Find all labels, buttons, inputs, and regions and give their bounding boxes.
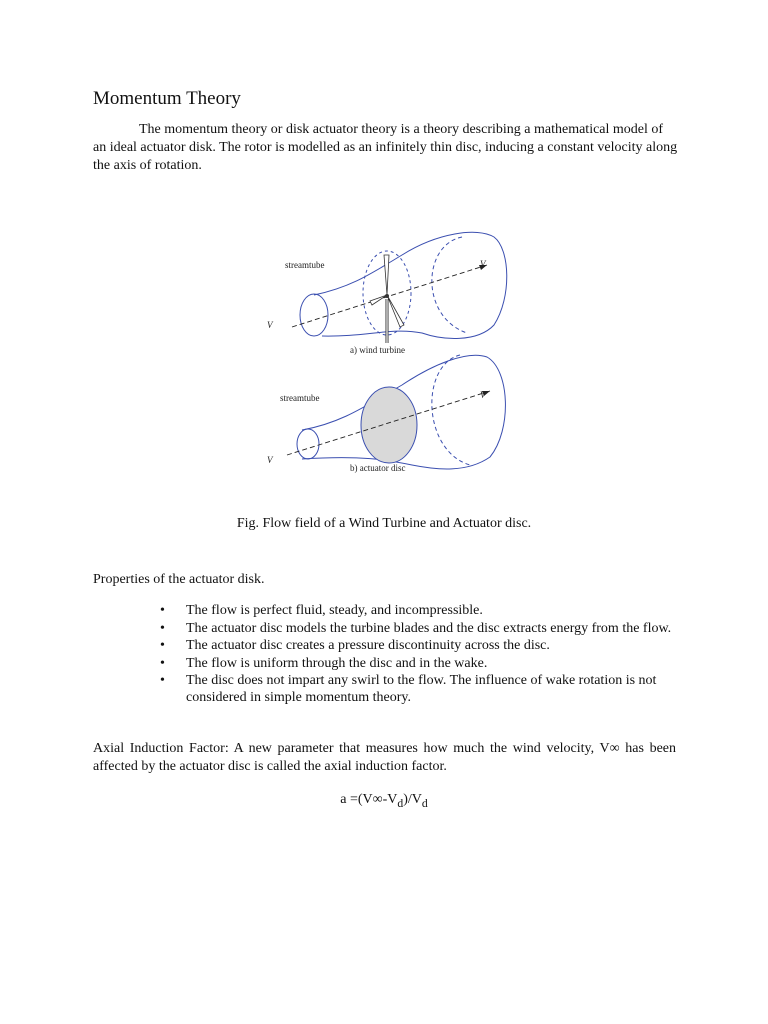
list-item-text: The actuator disc models the turbine blades and the disc extracts energy from the flow. (186, 620, 672, 636)
list-item (160, 620, 680, 637)
turbine-blade-up (384, 255, 389, 295)
list-item-text: The actuator disc creates a pressure discontinuity across the disc. (186, 638, 550, 653)
top-v-in-label: V (267, 320, 273, 330)
top-caption: a) wind turbine (350, 345, 405, 355)
actuator-disc-streamtube (267, 355, 505, 473)
wind-turbine-streamtube (267, 232, 507, 355)
list-item (160, 655, 680, 672)
flow-field-figure (262, 215, 522, 485)
intro-paragraph: The momentum theory or disk actuator theory is a theory describing a mathematical model of an ideal actuator disk. The rotor is modelled as an infinitely thin disc, inducing a constant velocity along the axis of rotation. (93, 122, 678, 173)
bottom-streamtube-label: streamtube (280, 393, 320, 403)
page-title: Momentum Theory (93, 88, 241, 109)
bullet-icon: • (160, 673, 165, 688)
flow-field-diagram (262, 215, 522, 485)
outlet-ellipse-back (432, 237, 467, 333)
properties-heading: Properties of the actuator disk. (93, 572, 265, 587)
bullet-icon: • (160, 655, 165, 671)
bullet-icon: • (160, 638, 165, 653)
inlet-ellipse-bottom (297, 429, 319, 459)
top-v-out-label: V (480, 259, 486, 269)
bottom-v-in-label: V (267, 455, 273, 465)
figure-caption: Fig. Flow field of a Wind Turbine and Actuator disc. (236, 516, 532, 531)
streamtube-outline (314, 232, 507, 338)
top-streamtube-label: streamtube (285, 260, 325, 270)
turbine-blade-left (370, 295, 387, 305)
inlet-ellipse (300, 294, 328, 336)
bullet-icon: • (160, 620, 165, 636)
bottom-caption: b) actuator disc (350, 463, 406, 473)
flow-axis (292, 265, 487, 327)
turbine-blade-right (387, 295, 404, 327)
outlet-ellipse-back-bottom (432, 355, 470, 465)
turbine-hub (385, 294, 389, 298)
list-item (160, 672, 680, 706)
list-item (160, 637, 680, 654)
list-item-text: The flow is uniform through the disc and in the wake. (186, 655, 488, 671)
bullet-icon: • (160, 603, 165, 618)
list-item-text: The disc does not impart any swirl to the flow. The influence of wake rotation is not considered in simple momentum theory. (186, 673, 657, 705)
list-item (160, 602, 680, 619)
actuator-disc (361, 387, 417, 463)
bottom-v-out-label: V (480, 390, 486, 400)
properties-list (160, 602, 680, 707)
axial-induction-paragraph: Axial Induction Factor: A new parameter that measures how much the wind velocity, V∞ has been affected by the actuator disc is called the axial induction factor. (93, 741, 676, 774)
list-item-text: The flow is perfect fluid, steady, and incompressible. (186, 603, 483, 618)
axial-induction-formula: $a =(V\infty-V_d)/V_d$ (340, 792, 428, 810)
